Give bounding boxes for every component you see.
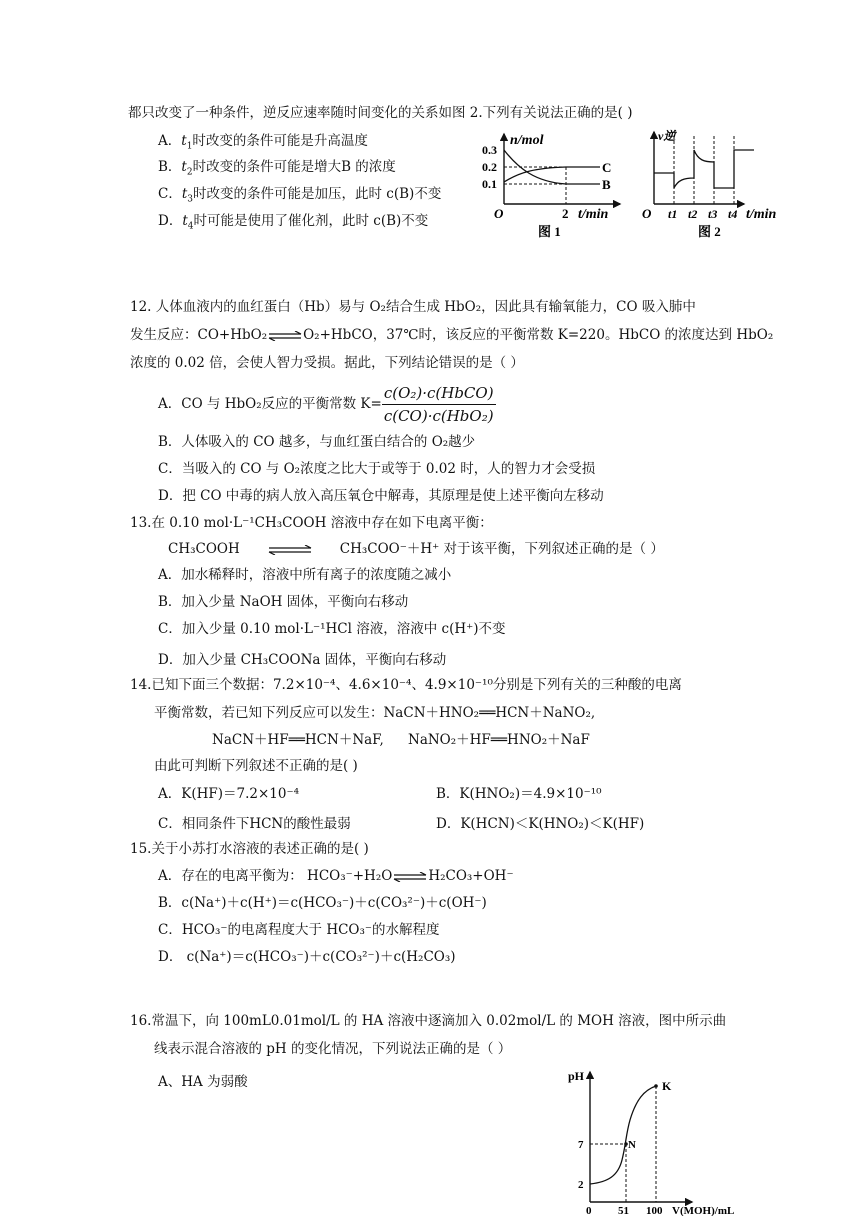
ph-chart-xlabel: V(MOH)/mL (672, 1205, 735, 1216)
q15-line-1: 15.关于小苏打水溶液的表述正确的是( ) (130, 841, 369, 857)
q14-line-4: 由此可判断下列叙述不正确的是( ) (154, 758, 358, 774)
q11-option-b: B．$t_2$时改变的条件可能是增大B 的浓度 (158, 159, 396, 178)
fig1-xlabel: t/min (578, 207, 609, 222)
q14-option-c: C．相同条件下HCN的酸性最弱 (158, 816, 351, 832)
fig1-origin: O (494, 206, 504, 221)
q12-line-1: 12. 人体血液内的血红蛋白（Hb）易与 O₂结合生成 HbO₂，因此具有输氧能力，CO 吸入肺中 (130, 299, 696, 315)
ph-chart-xtick-0: 0 (586, 1205, 592, 1216)
fig1-ylabel: n/mol (510, 133, 544, 148)
equilibrium-constant-fraction: $\frac{\text{c(O₂)·c(HbCO)}}{\text{c(CO)·c(HbO₂)}}$ (383, 384, 494, 425)
fig2-curve (654, 150, 754, 188)
fig2-xtick-t3: t3 (708, 207, 718, 221)
fig1-caption: 图 1 (538, 224, 561, 239)
q16-ph-chart (560, 1064, 780, 1216)
equilibrium-arrow-icon (268, 545, 312, 555)
fig1-curve-label-b: B (602, 177, 611, 192)
q15-option-c: C．HCO₃⁻的电离程度大于 HCO₃⁻的水解程度 (158, 922, 440, 938)
q13-option-c: C．加入少量 0.10 mol·L⁻¹HCl 溶液，溶液中 c(H⁺)不变 (158, 621, 506, 637)
q12-option-a: A．CO 与 HbO₂反应的平衡常数 K= $\frac{\text{c(O₂)·c(HbCO)}}{\text{c(CO)·c(HbO₂)}}$ (158, 384, 494, 425)
q12-line-2: 发生反应：CO+HbO₂ O₂+HbCO，37℃时，该反应的平衡常数 K=220。HbCO 的浓度达到 HbO₂ (130, 327, 774, 343)
q11-figure-1 (480, 128, 640, 240)
ph-chart-ytick-2: 2 (578, 1179, 584, 1191)
q13-option-b: B．加入少量 NaOH 固体，平衡向右移动 (158, 594, 409, 610)
q14-option-b: B．K(HNO₂)＝4.9×10⁻¹⁰ (436, 786, 602, 802)
q14-option-d: D．K(HCN)＜K(HNO₂)＜K(HF) (436, 816, 645, 832)
q15-option-b: B．c(Na⁺)＋c(H⁺)＝c(HCO₃⁻)＋c(CO₃²⁻)＋c(OH⁻) (158, 895, 487, 911)
q13-line-1: 13.在 0.10 mol·L⁻¹CH₃COOH 溶液中存在如下电离平衡： (130, 515, 493, 531)
q13-equation: CH₃COOH CH₃COO⁻＋H⁺ 对于该平衡，下列叙述正确的是（ ） (168, 541, 664, 557)
fig2-origin: O (642, 206, 652, 221)
equilibrium-arrow-icon (393, 872, 427, 882)
q11-option-d: D．$t_4$时可能是使用了催化剂，此时 c(B)不变 (158, 213, 429, 232)
q14-option-a: A．K(HF)＝7.2×10⁻⁴ (158, 786, 300, 802)
fig1-curve-c (504, 167, 600, 182)
ph-titration-curve (590, 1086, 656, 1184)
fig2-xtick-t1: t1 (668, 207, 678, 221)
ph-chart-label-n: N (628, 1139, 636, 1151)
q12-line-3: 浓度的 0.02 倍，会使人智力受损。据此，下列结论错误的是（ ） (130, 355, 524, 371)
ph-chart-label-k: K (662, 1079, 672, 1093)
q14-line-3a: NaCN＋HF══HCN＋NaF, (212, 732, 384, 748)
ph-chart-xtick-51: 51 (618, 1205, 629, 1216)
fig2-xtick-t2: t2 (688, 207, 698, 221)
q14-line-1: 14.已知下面三个数据：7.2×10⁻⁴、4.6×10⁻⁴、4.9×10⁻¹⁰分别是下列有关的三种酸的电离 (130, 677, 682, 693)
fig2-caption: 图 2 (698, 224, 721, 239)
q11-option-c: C．$t_3$时改变的条件可能是加压，此时 c(B)不变 (158, 186, 442, 205)
fig1-xtick-2: 2 (562, 206, 569, 221)
q11-stem: 都只改变了一种条件，逆反应速率随时间变化的关系如图 2.下列有关说法正确的是( ) (128, 105, 633, 121)
q16-option-a: A、HA 为弱酸 (158, 1074, 248, 1090)
fig2-xlabel: t/min (746, 207, 777, 222)
q15-option-d: D． c(Na⁺)＝c(HCO₃⁻)＋c(CO₃²⁻)＋c(H₂CO₃) (158, 949, 456, 965)
ph-chart-xtick-100: 100 (646, 1205, 663, 1216)
q13-option-a: A．加水稀释时，溶液中所有离子的浓度随之减小 (158, 567, 452, 583)
fig2-ylabel: v逆 (658, 129, 676, 143)
q14-line-2: 平衡常数，若已知下列反应可以发生：NaCN＋HNO₂══HCN＋NaNO₂, (154, 705, 596, 721)
fig1-ytick-0: 0.3 (482, 143, 497, 157)
q16-line-2: 线表示混合溶液的 pH 的变化情况，下列说法正确的是（ ） (154, 1041, 512, 1057)
q11-figure-2 (638, 128, 798, 240)
q12-option-b: B．人体吸入的 CO 越多，与血红蛋白结合的 O₂越少 (158, 434, 476, 450)
fig2-xtick-t4: t4 (728, 207, 738, 221)
q12-option-c: C．当吸入的 CO 与 O₂浓度之比大于或等于 0.02 时，人的智力才会受损 (158, 461, 596, 477)
fig1-curve-label-c: C (602, 160, 612, 175)
fig1-ytick-1: 0.2 (482, 160, 497, 174)
q16-line-1: 16.常温下，向 100mL0.01mol/L 的 HA 溶液中逐滴加入 0.02mol/L 的 MOH 溶液，图中所示曲 (130, 1013, 727, 1029)
ph-chart-ylabel: pH (568, 1069, 585, 1083)
q12-option-d: D．把 CO 中毒的病人放入高压氧仓中解毒，其原理是使上述平衡向左移动 (158, 488, 604, 504)
fig1-ytick-2: 0.1 (482, 177, 497, 191)
equilibrium-arrow-icon (268, 331, 302, 341)
q14-line-3b: NaNO₂＋HF══HNO₂＋NaF (408, 732, 590, 748)
q15-option-a: A．存在的电离平衡为： HCO₃⁻+H₂O H₂CO₃+OH⁻ (158, 868, 514, 884)
ph-chart-point-k (654, 1084, 658, 1088)
ph-chart-ytick-7: 7 (578, 1139, 584, 1151)
q11-option-a: A．$t_1$时改变的条件可能是升高温度 (158, 133, 368, 152)
q13-option-d: D．加入少量 CH₃COONa 固体，平衡向右移动 (158, 652, 447, 668)
